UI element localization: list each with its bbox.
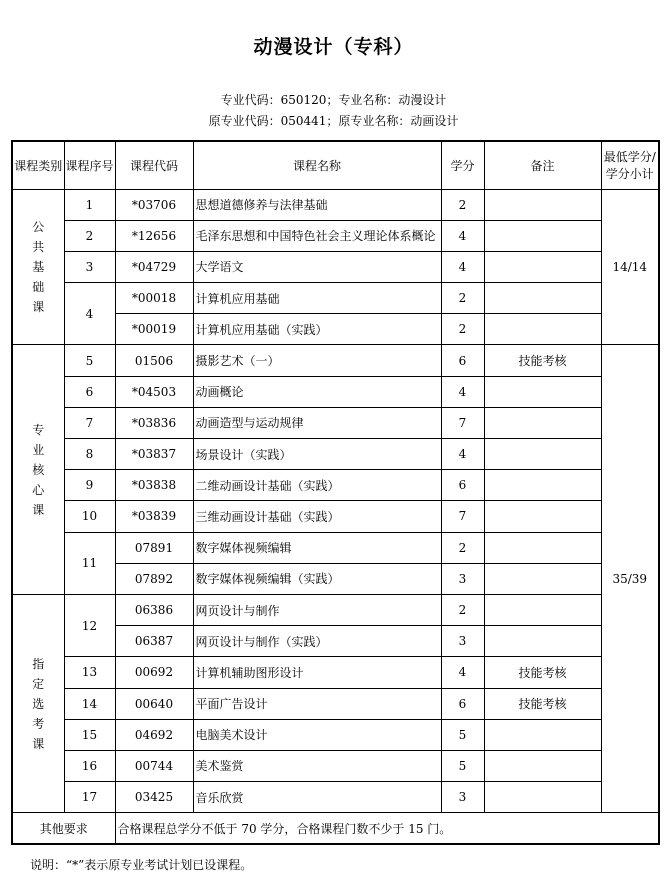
table-row: [12, 220, 659, 251]
remark-cell: 技能考核: [484, 657, 601, 688]
name-cell: 网页设计与制作（实践）: [193, 626, 441, 657]
table-row: [12, 594, 659, 625]
seq-cell: 2: [64, 220, 115, 251]
remark-cell: [484, 314, 601, 345]
category-cell: [12, 345, 64, 595]
old-major-code-line: 原专业代码：050441；原专业名称：动画设计: [208, 114, 459, 128]
page-title: 动漫设计（专科）: [253, 36, 414, 58]
code-cell: *04503: [115, 376, 193, 407]
remark-cell: [484, 376, 601, 407]
code-cell: *03839: [115, 501, 193, 532]
credit-cell: 7: [441, 407, 484, 438]
table-row: [12, 750, 659, 781]
code-cell: 03425: [115, 782, 193, 813]
category-label: 专业核心课: [32, 422, 45, 517]
name-cell: 数字媒体视频编辑（实践）: [193, 563, 441, 594]
remark-cell: [484, 470, 601, 501]
min-credit-cell: 35/39: [601, 345, 659, 813]
remark-cell: [484, 283, 601, 314]
table-row: [12, 251, 659, 282]
name-cell: 平面广告设计: [193, 688, 441, 719]
seq-cell: 8: [64, 439, 115, 470]
code-cell: 07891: [115, 532, 193, 563]
credit-cell: 6: [441, 345, 484, 376]
credit-cell: 2: [441, 314, 484, 345]
credit-cell: 4: [441, 657, 484, 688]
credit-cell: 7: [441, 501, 484, 532]
category-label: 公共基础课: [32, 219, 45, 314]
code-cell: *12656: [115, 220, 193, 251]
credit-cell: 3: [441, 626, 484, 657]
seq-cell: 10: [64, 501, 115, 532]
code-cell: 07892: [115, 563, 193, 594]
seq-cell: 1: [64, 189, 115, 220]
code-cell: *04729: [115, 251, 193, 282]
name-cell: 计算机应用基础（实践）: [193, 314, 441, 345]
category-cell: [12, 189, 64, 345]
credit-cell: 6: [441, 688, 484, 719]
code-cell: *03836: [115, 407, 193, 438]
other-requirements-label: 其他要求: [12, 813, 115, 845]
table-row: [12, 657, 659, 688]
header-credit: 学分: [441, 141, 484, 189]
category-label: 指定选考课: [32, 656, 45, 751]
header-code: 课程代码: [115, 141, 193, 189]
seq-cell: 5: [64, 345, 115, 376]
header-remark: 备注: [484, 141, 601, 189]
name-cell: 网页设计与制作: [193, 594, 441, 625]
name-cell: 计算机辅助图形设计: [193, 657, 441, 688]
name-cell: 思想道德修养与法律基础: [193, 189, 441, 220]
name-cell: 动画造型与运动规律: [193, 407, 441, 438]
header-category: 课程类别: [12, 141, 64, 189]
code-cell: 06386: [115, 594, 193, 625]
major-code-line: 专业代码：650120；专业名称：动漫设计: [220, 93, 447, 107]
name-cell: 美术鉴赏: [193, 750, 441, 781]
credit-cell: 5: [441, 719, 484, 750]
credit-cell: 2: [441, 189, 484, 220]
remark-cell: [484, 594, 601, 625]
credit-cell: 5: [441, 750, 484, 781]
name-cell: 计算机应用基础: [193, 283, 441, 314]
name-cell: 音乐欣赏: [193, 782, 441, 813]
name-cell: 三维动画设计基础（实践）: [193, 501, 441, 532]
table-row: [12, 407, 659, 438]
remark-cell: 技能考核: [484, 345, 601, 376]
name-cell: 数字媒体视频编辑: [193, 532, 441, 563]
code-cell: 00744: [115, 750, 193, 781]
code-cell: 06387: [115, 626, 193, 657]
other-requirements-row: [12, 813, 659, 845]
code-cell: 01506: [115, 345, 193, 376]
credit-cell: 4: [441, 220, 484, 251]
code-cell: *03837: [115, 439, 193, 470]
remark-cell: [484, 626, 601, 657]
table-row: [12, 470, 659, 501]
seq-cell: 7: [64, 407, 115, 438]
seq-cell: 9: [64, 470, 115, 501]
table-row: [12, 782, 659, 813]
credit-cell: 3: [441, 782, 484, 813]
seq-cell: 17: [64, 782, 115, 813]
table-row: [12, 439, 659, 470]
remark-cell: [484, 189, 601, 220]
name-cell: 大学语文: [193, 251, 441, 282]
name-cell: 电脑美术设计: [193, 719, 441, 750]
seq-cell: 4: [64, 283, 115, 345]
seq-cell: 16: [64, 750, 115, 781]
credit-cell: 6: [441, 470, 484, 501]
header-min-credit: 最低学分/学分小计: [601, 141, 659, 189]
table-row: [12, 376, 659, 407]
category-cell: [12, 594, 64, 812]
table-row: [12, 189, 659, 220]
credit-cell: 4: [441, 439, 484, 470]
seq-cell: 3: [64, 251, 115, 282]
remark-cell: [484, 220, 601, 251]
code-cell: *03706: [115, 189, 193, 220]
code-cell: *00019: [115, 314, 193, 345]
name-cell: 毛泽东思想和中国特色社会主义理论体系概论: [193, 220, 441, 251]
header-seq: 课程序号: [64, 141, 115, 189]
min-credit-cell: 14/14: [601, 189, 659, 345]
name-cell: 场景设计（实践）: [193, 439, 441, 470]
code-cell: *03838: [115, 470, 193, 501]
table-row: [12, 719, 659, 750]
header-name: 课程名称: [193, 141, 441, 189]
credit-cell: 4: [441, 376, 484, 407]
remark-cell: 技能考核: [484, 688, 601, 719]
table-header-row: [12, 141, 659, 189]
code-cell: 00640: [115, 688, 193, 719]
remark-cell: [484, 750, 601, 781]
remark-cell: [484, 532, 601, 563]
code-cell: 00692: [115, 657, 193, 688]
course-plan-table: [11, 140, 660, 845]
code-cell: *00018: [115, 283, 193, 314]
table-row: [12, 688, 659, 719]
seq-cell: 15: [64, 719, 115, 750]
remark-cell: [484, 501, 601, 532]
remark-cell: [484, 407, 601, 438]
seq-cell: 14: [64, 688, 115, 719]
seq-cell: 6: [64, 376, 115, 407]
remark-cell: [484, 719, 601, 750]
credit-cell: 2: [441, 532, 484, 563]
credit-cell: 2: [441, 594, 484, 625]
remark-cell: [484, 782, 601, 813]
code-cell: 04692: [115, 719, 193, 750]
name-cell: 二维动画设计基础（实践）: [193, 470, 441, 501]
other-requirements-text: 合格课程总学分不低于 70 学分，合格课程门数不少于 15 门。: [115, 813, 659, 845]
seq-cell: 11: [64, 532, 115, 594]
seq-cell: 13: [64, 657, 115, 688]
table-row: [12, 501, 659, 532]
name-cell: 动画概论: [193, 376, 441, 407]
credit-cell: 2: [441, 283, 484, 314]
name-cell: 摄影艺术（一）: [193, 345, 441, 376]
credit-cell: 4: [441, 251, 484, 282]
credit-cell: 3: [441, 563, 484, 594]
table-row: [12, 283, 659, 314]
remark-cell: [484, 439, 601, 470]
table-row: [12, 532, 659, 563]
table-row: [12, 345, 659, 376]
seq-cell: 12: [64, 594, 115, 656]
remark-cell: [484, 563, 601, 594]
footnote: 说明：“*”表示原专业考试计划已设课程。: [30, 858, 253, 872]
remark-cell: [484, 251, 601, 282]
